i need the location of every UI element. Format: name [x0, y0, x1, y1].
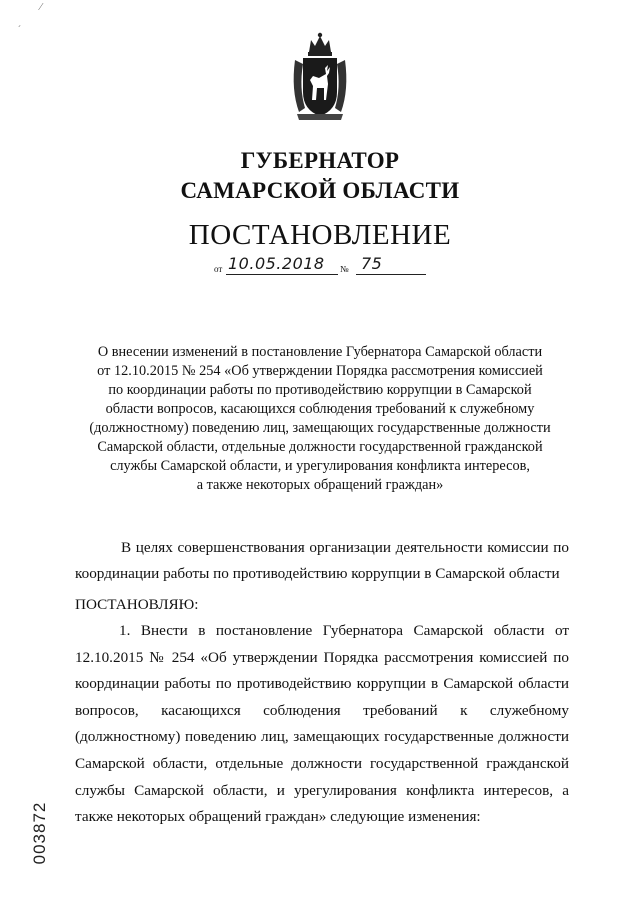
- scan-mark: ˊ: [18, 24, 21, 34]
- date-underline: [226, 274, 338, 275]
- decree-word: ПОСТАНОВЛЯЮ:: [75, 596, 199, 613]
- document-subject: О внесении изменений в постановление Губернатора Самарской области от 12.10.2015 № 254 «Об утверждении Порядка рассмотрения комиссией по координации работы по противодействию коррупции в Самарской области вопросов, касающихся соблюдения требований к служебному (должностному) поведению лиц, замещающих государственные должности Самарской области, отдельные должности государственной гражданской службы Самарской области, и урегулирования конфликта интересов, а также некоторых обращений граждан»: [89, 344, 551, 493]
- item-1-paragraph: 1. Внести в постановление Губернатора Самарской области от 12.10.2015 № 254 «Об утверждении Порядка рассмотрения комиссией по координации работы по противодействию коррупции в Самарской области вопросов, касающихся соблюдения требований к служебному (должностному) поведению лиц, замещающих государственные должности Самарской области, отдельные должности государственной гражданской службы Самарской области, и урегулирования конфликта интересов, а также некоторых обращений граждан» следующие изменения:: [75, 622, 569, 826]
- coat-of-arms-icon: [289, 30, 351, 122]
- issuer-title-line1: ГУБЕРНАТОР: [240, 148, 400, 173]
- archive-number: 003872: [30, 801, 49, 865]
- archive-number-stamp: [10, 778, 70, 888]
- issuer-title-line2: САМАРСКОЙ ОБЛАСТИ: [180, 178, 460, 203]
- registration-line: [214, 254, 444, 280]
- document-date: 10.05.2018: [228, 254, 325, 273]
- issuer-title: [0, 146, 640, 206]
- document-number: 75: [361, 254, 383, 273]
- preamble-paragraph: В целях совершенствования организации деятельности комиссии по координации работы по противодействию коррупции в Самарской области: [75, 539, 569, 582]
- document-type: ПОСТАНОВЛЕНИЕ: [188, 219, 452, 251]
- date-prefix: от: [214, 264, 223, 274]
- scan-mark: ⁄: [40, 2, 42, 13]
- number-prefix: №: [340, 264, 349, 274]
- number-underline: [356, 274, 426, 275]
